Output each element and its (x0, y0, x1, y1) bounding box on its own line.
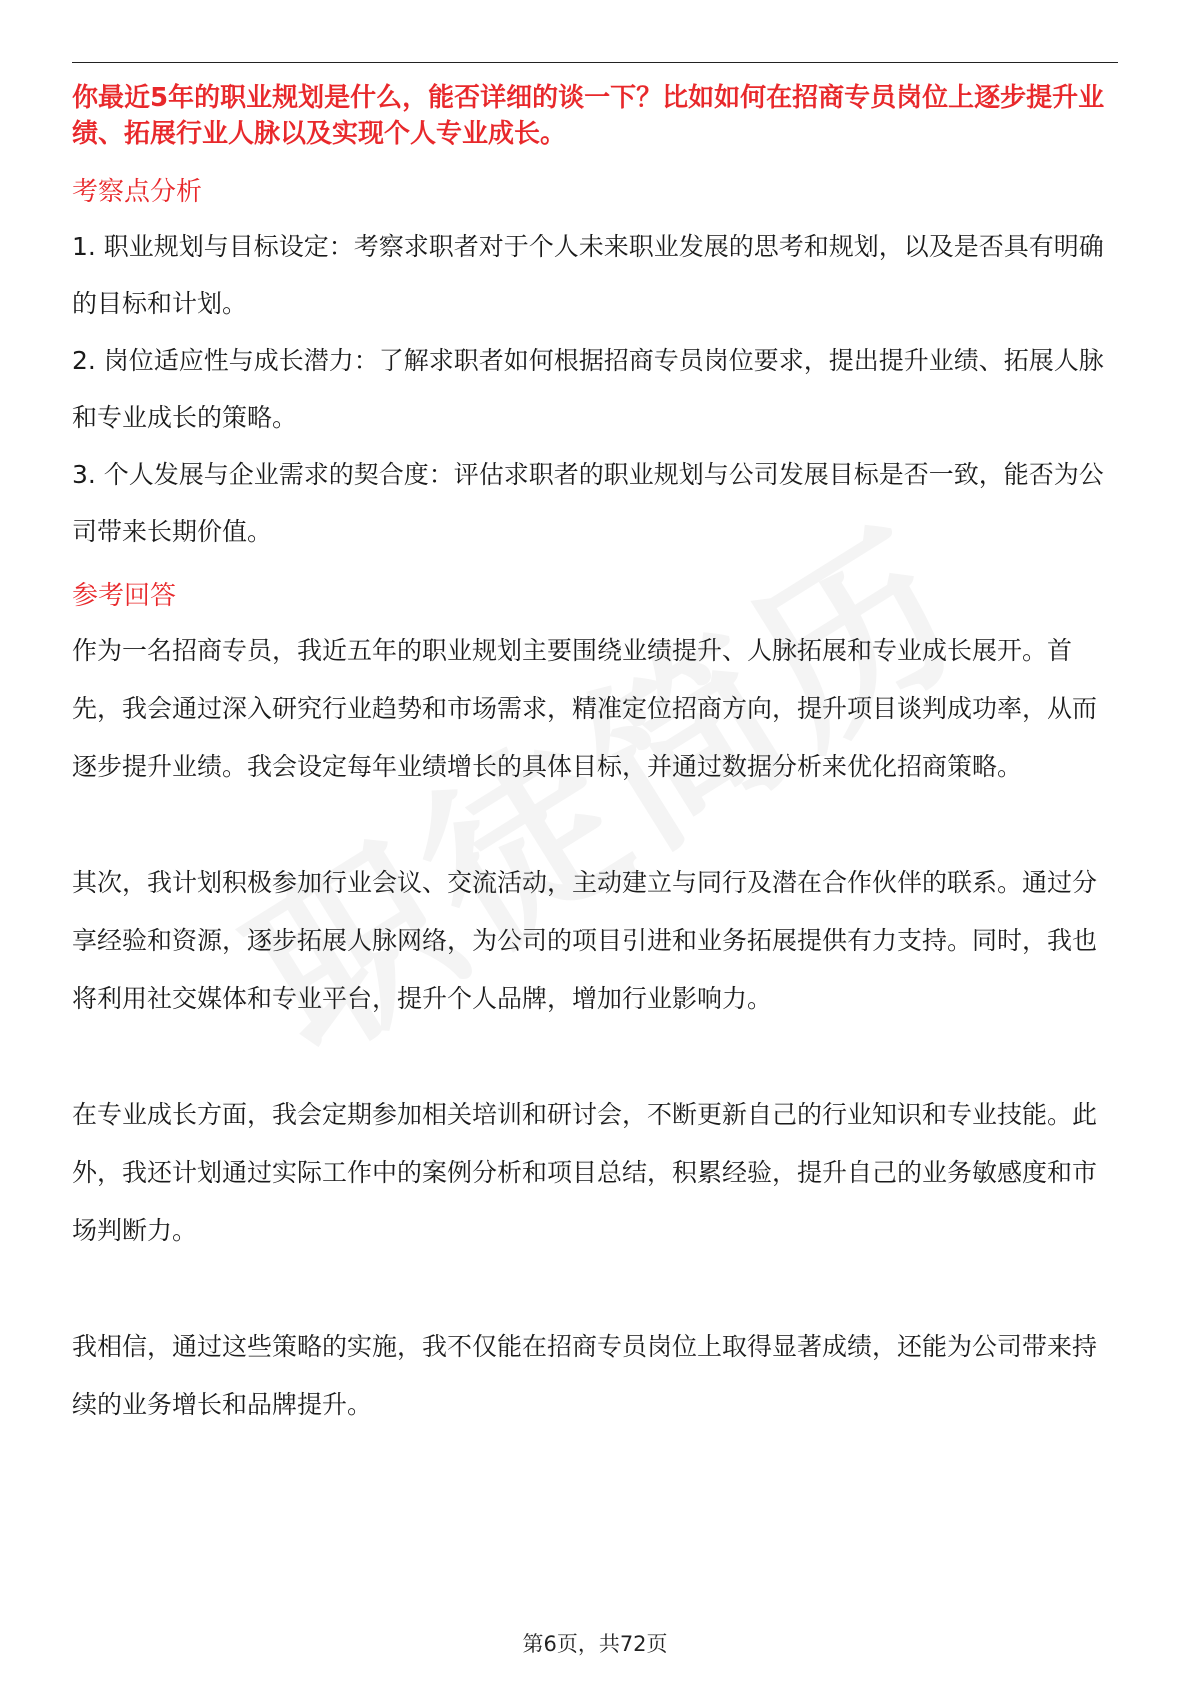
analysis-title: 考察点分析 (72, 177, 203, 207)
answer-title: 参考回答 (72, 581, 177, 611)
answer-paragraph-2: 其次，我计划积极参加行业会议、交流活动，主动建立与同行及潜在合作伙伴的联系。通过分享经验和资源，逐步拓展人脉网络，为公司的项目引进和业务拓展提供有力支持。同时，我也将利用社交媒体和专业平台，提升个人品牌，增加行业影响力。 (72, 868, 1098, 1013)
answer-paragraph-3: 在专业成长方面，我会定期参加相关培训和研讨会，不断更新自己的行业知识和专业技能。此外，我还计划通过实际工作中的案例分析和项目总结，积累经验，提升自己的业务敏感度和市场判断力。 (72, 1100, 1098, 1245)
question-heading: 你最近5年的职业规划是什么，能否详细的谈一下？比如如何在招商专员岗位上逐步提升业绩、拓展行业人脉以及实现个人专业成长。 (72, 83, 1105, 149)
answer-paragraph-1: 作为一名招商专员，我近五年的职业规划主要围绕业绩提升、人脉拓展和专业成长展开。首先，我会通过深入研究行业趋势和市场需求，精准定位招商方向，提升项目谈判成功率，从而逐步提升业绩。我会设定每年业绩增长的具体目标，并通过数据分析来优化招商策略。 (72, 636, 1098, 781)
analysis-point-2: 2. 岗位适应性与成长潜力：了解求职者如何根据招商专员岗位要求，提出提升业绩、拓展人脉和专业成长的策略。 (72, 346, 1104, 432)
page-content (72, 80, 1118, 1434)
answer-paragraph-4: 我相信，通过这些策略的实施，我不仅能在招商专员岗位上取得显著成绩，还能为公司带来持续的业务增长和品牌提升。 (72, 1332, 1098, 1419)
top-divider (72, 62, 1118, 63)
analysis-point-3: 3. 个人发展与企业需求的契合度：评估求职者的职业规划与公司发展目标是否一致，能否为公司带来长期价值。 (72, 460, 1104, 546)
page-number: 第6页，共72页 (522, 1632, 668, 1656)
analysis-point-1: 1. 职业规划与目标设定：考察求职者对于个人未来职业发展的思考和规划，以及是否具有明确的目标和计划。 (72, 232, 1104, 318)
